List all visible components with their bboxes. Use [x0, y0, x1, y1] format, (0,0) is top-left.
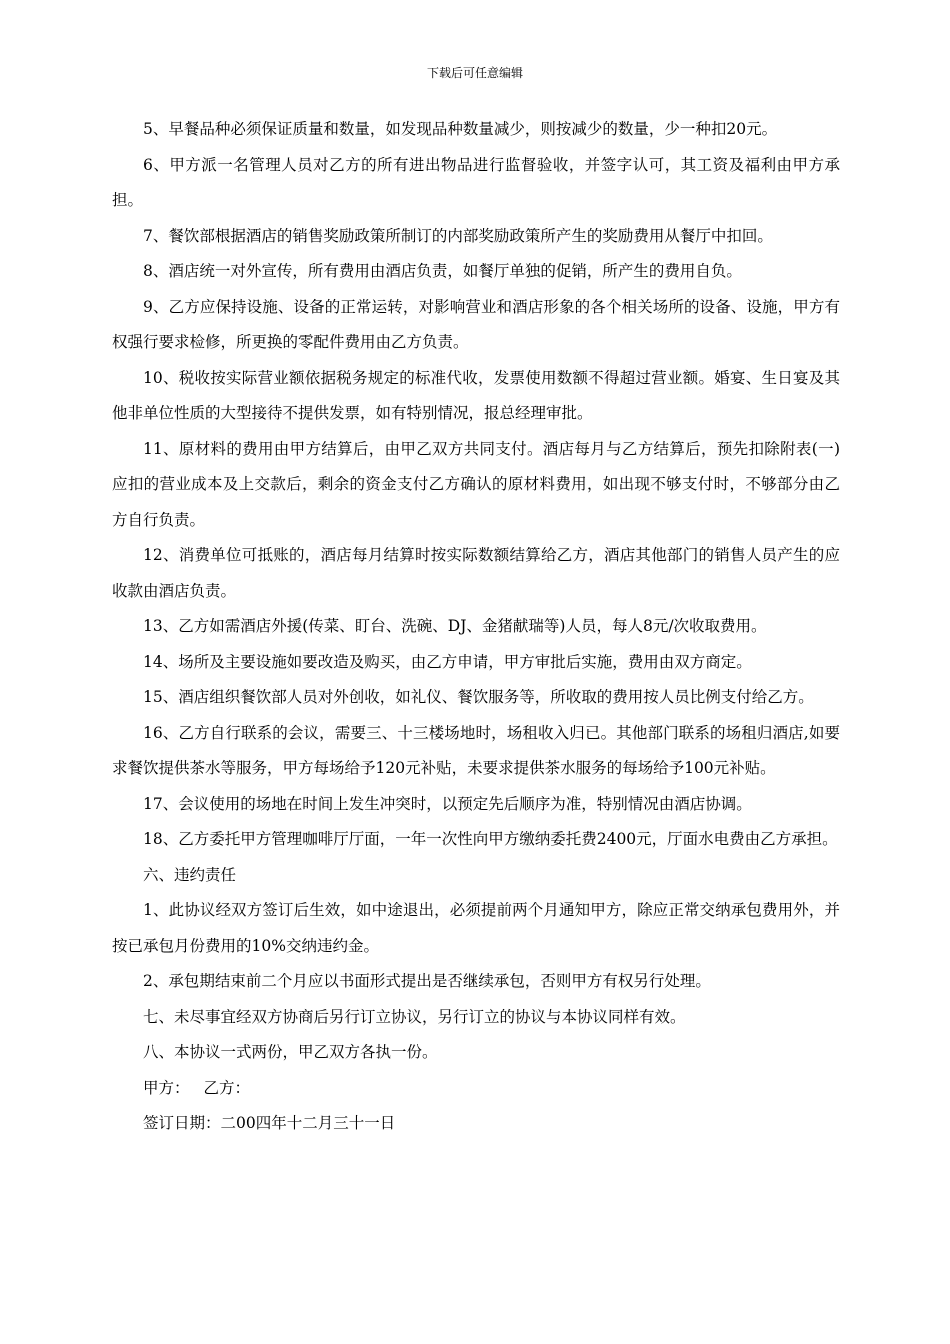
document-body	[112, 112, 840, 1142]
section-seven: 七、未尽事宜经双方协商后另行订立协议，另行订立的协议与本协议同样有效。	[143, 1007, 686, 1026]
clause-5: 5、早餐品种必须保证质量和数量，如发现品种数量减少，则按减少的数量，少一种扣20元。	[143, 120, 778, 138]
clause-14: 14、场所及主要设施如要改造及购买，由乙方申请，甲方审批后实施，费用由双方商定。	[143, 652, 752, 671]
clause-15: 15、酒店组织餐饮部人员对外创收，如礼仪、餐饮服务等，所收取的费用按人员比例支付给乙方。	[143, 688, 814, 706]
section-heading-liability: 六、违约责任	[143, 865, 237, 884]
clause-18: 18、乙方委托甲方管理咖啡厅厅面，一年一次性向甲方缴纳委托费2400元，厅面水电费由乙方承担。	[143, 830, 838, 848]
clause-7: 7、餐饮部根据酒店的销售奖励政策所制订的内部奖励政策所产生的奖励费用从餐厅中扣回。	[143, 226, 773, 245]
clause-10: 10、税收按实际营业额依据税务规定的标准代收，发票使用数额不得超过营业额。婚宴、生日宴及其他非单位性质的大型接待不提供发票，如有特别情况，报总经理审批。	[112, 368, 840, 422]
party-a-label: 甲方：	[143, 1078, 190, 1097]
clause-12: 12、消费单位可抵账的，酒店每月结算时按实际数额结算给乙方，酒店其他部门的销售人员产生的应收款由酒店负责。	[112, 546, 840, 600]
clause-16: 16、乙方自行联系的会议，需要三、十三楼场地时，场租收入归已。其他部门联系的场租归酒店,如要求餐饮提供茶水等服务，甲方每场给予120元补贴，未要求提供茶水服务的每场给予100元补贴。	[112, 723, 840, 777]
clause-9: 9、乙方应保持设施、设备的正常运转，对影响营业和酒店形象的各个相关场所的设备、设施，甲方有权强行要求检修，所更换的零配件费用由乙方负责。	[112, 297, 840, 351]
page-header: 下载后可任意编辑	[426, 66, 523, 80]
section-eight: 八、本协议一式两份，甲乙双方各执一份。	[143, 1043, 438, 1061]
clause-11: 11、原材料的费用由甲方结算后，由甲乙双方共同支付。酒店每月与乙方结算后，预先扣除附表(一)应扣的营业成本及上交款后，剩余的资金支付乙方确认的原材料费用，如出现不够支付时，不够部分由乙方自行负责。	[112, 439, 840, 529]
clause-6: 6、甲方派一名管理人员对乙方的所有进出物品进行监督验收，并签字认可，其工资及福利由甲方承担。	[112, 155, 840, 209]
clause-8: 8、酒店统一对外宣传，所有费用由酒店负责，如餐厅单独的促销，所产生的费用自负。	[143, 262, 742, 280]
party-b-label: 乙方：	[203, 1078, 251, 1097]
clause-13: 13、乙方如需酒店外援(传菜、盯台、洗碗、DJ、金猪献瑞等)人员，每人8元/次收取费用。	[143, 617, 767, 635]
clause-17: 17、会议使用的场地在时间上发生冲突时，以预定先后顺序为准，特别情况由酒店协调。	[143, 794, 752, 813]
signing-date: 签订日期：二00四年十二月三十一日	[143, 1114, 396, 1132]
liability-clause-1: 1、此协议经双方签订后生效，如中途退出，必须提前两个月通知甲方，除应正常交纳承包费用外，并按已承包月份费用的10%交纳违约金。	[112, 901, 840, 955]
liability-clause-2: 2、承包期结束前二个月应以书面形式提出是否继续承包，否则甲方有权另行处理。	[143, 972, 711, 990]
signature-parties	[112, 1071, 840, 1107]
